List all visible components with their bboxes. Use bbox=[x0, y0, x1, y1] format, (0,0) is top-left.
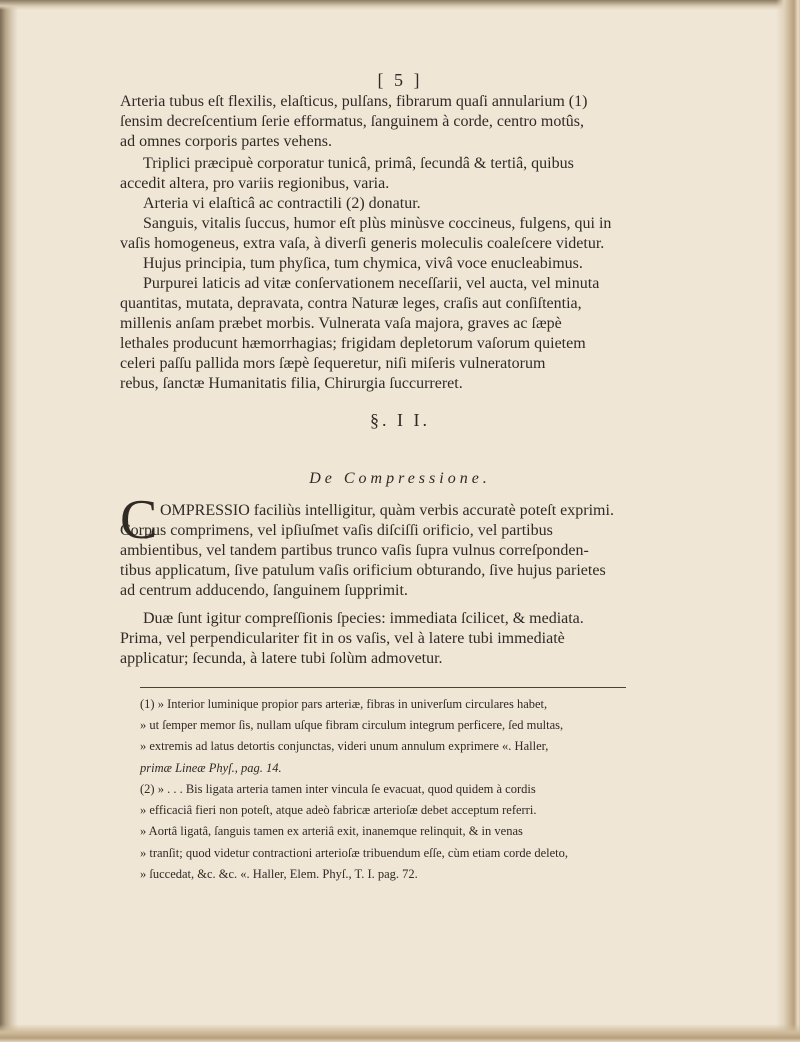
intro-paragraph-3 bbox=[120, 194, 628, 214]
text-line: rebus, ſanctæ Humanitatis filia, Chirurgia ſuccurreret. bbox=[120, 374, 463, 392]
page-gutter-shadow bbox=[0, 0, 18, 1042]
footnote-line: (1) » Interior luminique propior pars arteriæ, fibras in univerſum circulares habet, bbox=[140, 697, 548, 711]
text-line: Prima, vel perpendiculariter fit in os vaſis, vel à latere tubi immediatè bbox=[120, 629, 565, 647]
page-right-edge bbox=[776, 0, 800, 1042]
text-line: Arteria vi elaſticâ ac contractili (2) donatur. bbox=[143, 195, 421, 212]
text-line: ad centrum adducendo, ſanguinem ſupprimit. bbox=[120, 581, 408, 599]
text-line: ambientibus, vel tandem partibus trunco vaſis ſupra vulnus correſponden- bbox=[120, 541, 589, 559]
page-top-shadow bbox=[0, 0, 800, 10]
section-title: De Compressione. bbox=[309, 470, 491, 487]
section-paragraph-1-lead bbox=[160, 501, 628, 521]
footnote-line: » tranſit; quod videtur contractioni arterioſæ tribuendum eſſe, cùm etiam corde deleto, bbox=[140, 845, 568, 860]
text-line: Sanguis, vitalis ſuccus, humor eſt plùs minùsve coccineus, fulgens, qui in bbox=[143, 215, 612, 232]
footnote-line: » Aortâ ligatâ, ſanguis tamen ex arteriâ exit, inanemque relinquit, & in venas bbox=[140, 824, 523, 839]
text-line: ſensim decreſcentium ſerie efformatus, ſanguinem à corde, centro motûs, bbox=[120, 112, 584, 130]
intro-paragraph-2 bbox=[120, 154, 628, 194]
text-line: OMPRESSIO faciliùs intelligitur, quàm verbis accuratè poteſt exprimi. bbox=[160, 502, 614, 519]
intro-paragraph-6 bbox=[120, 274, 628, 393]
intro-paragraph-4 bbox=[120, 214, 628, 254]
text-line: millenis anſam præbet morbis. Vulnerata vaſa majora, graves ac ſæpè bbox=[120, 314, 562, 332]
text-line: tibus applicatum, ſive patulum vaſis orificium obturando, ſive hujus parietes bbox=[120, 561, 606, 579]
section-paragraph-1 bbox=[120, 521, 628, 601]
footnote-line: » efficaciâ fieri non poteſt, atque adeò fabricæ arterioſæ debet acceptum referri. bbox=[140, 803, 537, 818]
intro-paragraph-5 bbox=[120, 254, 628, 274]
text-line: Arteria tubus eſt flexilis, elaſticus, pulſans, fibrarum quaſi annularium (1) bbox=[120, 93, 588, 110]
text-line: Corpus comprimens, vel ipſiuſmet vaſis diſciſſi orificio, vel partibus bbox=[120, 522, 553, 539]
text-line: vaſis homogeneus, extra vaſa, à diverſi generis moleculis coaleſcere videtur. bbox=[120, 234, 605, 252]
text-line: applicatur; ſecunda, à latere tubi ſolùm admovetur. bbox=[120, 649, 443, 667]
text-line: Purpurei laticis ad vitæ conſervationem neceſſarii, vel aucta, vel minuta bbox=[143, 275, 600, 292]
text-line: lethales producunt hæmorrhagias; frigidam depletorum vaſorum quietem bbox=[120, 334, 586, 352]
footnote-line: primæ Lineæ Phyſ., pag. 14. bbox=[140, 760, 282, 775]
text-line: Duæ ſunt igitur compreſſionis ſpecies: immediata ſcilicet, & mediata. bbox=[143, 610, 584, 627]
text-line: quantitas, mutata, depravata, contra Naturæ leges, craſis aut conſiſtentia, bbox=[120, 294, 582, 312]
intro-paragraph-1 bbox=[120, 92, 628, 152]
footnote-line: » ſuccedat, &c. &c. «. Haller, Elem. Phyſ., T. I. pag. 72. bbox=[140, 866, 418, 881]
section-paragraph-2 bbox=[120, 609, 628, 669]
text-line: Hujus principia, tum phyſica, tum chymica, vivâ voce enucleabimus. bbox=[143, 255, 583, 272]
page-number: [ 5 ] bbox=[377, 70, 423, 90]
section-mark: §. I I. bbox=[370, 410, 430, 430]
page-bottom-edge bbox=[0, 1024, 800, 1042]
text-line: accedit altera, pro variis regionibus, varia. bbox=[120, 174, 390, 192]
footnote-1 bbox=[140, 694, 626, 779]
text-line: ad omnes corporis partes vehens. bbox=[120, 132, 332, 150]
drop-cap: C bbox=[120, 489, 158, 551]
footnote-separator bbox=[140, 687, 626, 688]
text-line: celeri paſſu pallida mors ſæpè ſequeretur, niſi miſeris vulneratorum bbox=[120, 354, 546, 372]
footnote-line: (2) » . . . Bis ligata arteria tamen inter vincula ſe evacuat, quod quidem à cordis bbox=[140, 782, 536, 796]
text-line: Triplici præcipuè corporatur tunicâ, primâ, ſecundâ & tertiâ, quibus bbox=[143, 155, 574, 172]
footnote-line: » extremis ad latus detortis conjunctas, videri unum annulum exprimere «. Haller, bbox=[140, 739, 549, 754]
footnote-2 bbox=[140, 779, 626, 885]
footnote-line: » ut ſemper memor ſis, nullam uſque fibram circulum integrum perficere, ſed multas, bbox=[140, 718, 564, 733]
